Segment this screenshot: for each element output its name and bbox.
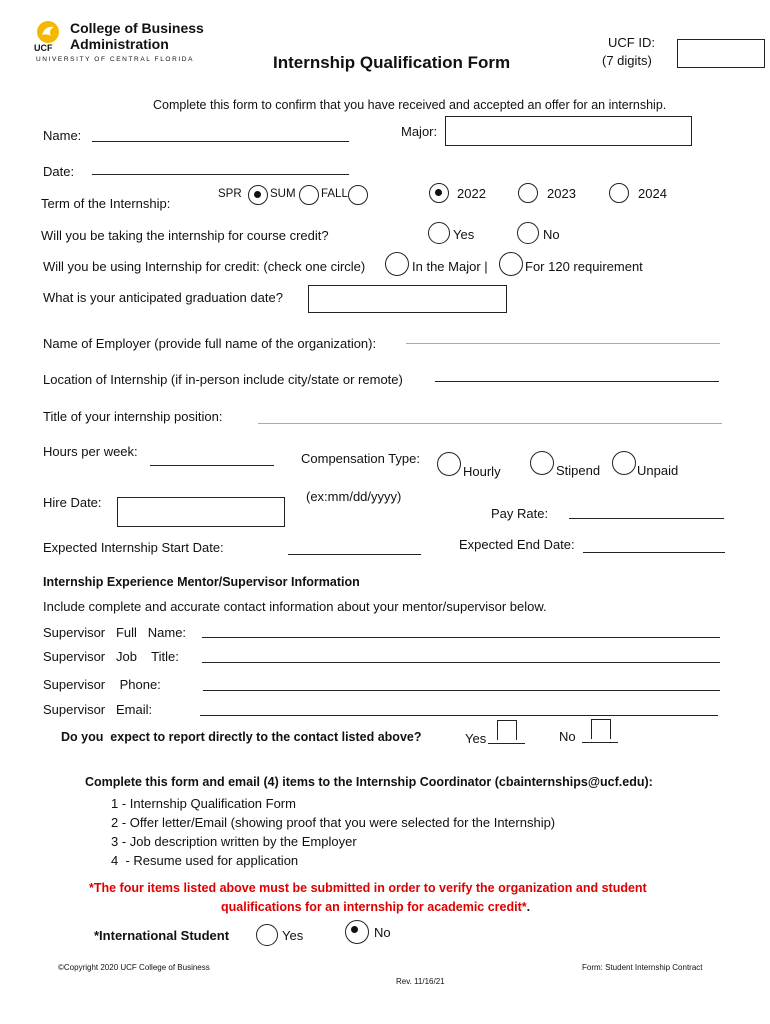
comp-stipend-radio[interactable] bbox=[530, 451, 554, 475]
international-no-radio[interactable] bbox=[345, 920, 369, 944]
footer-revision: Rev. 11/16/21 bbox=[396, 977, 445, 986]
warning-line-2: qualifications for an internship for academic credit* bbox=[221, 900, 527, 914]
hours-label: Hours per week: bbox=[43, 444, 138, 459]
logo-line1: College of Business bbox=[70, 20, 204, 36]
international-no-label: No bbox=[374, 925, 391, 940]
report-question: Do you expect to report directly to the contact listed above? bbox=[61, 730, 422, 744]
mentor-instruction: Include complete and accurate contact information about your mentor/supervisor below. bbox=[43, 599, 547, 614]
supervisor-email-label: Supervisor Email: bbox=[43, 702, 153, 717]
term-radio-extra[interactable] bbox=[348, 185, 368, 205]
date-field[interactable] bbox=[92, 174, 349, 175]
report-no-label: No bbox=[559, 729, 576, 744]
year-2023-label: 2023 bbox=[547, 186, 576, 201]
supervisor-phone-label: Supervisor Phone: bbox=[43, 677, 161, 692]
employer-label: Name of Employer (provide full name of the organization): bbox=[43, 336, 377, 351]
hours-field[interactable] bbox=[150, 465, 274, 466]
ucf-id-hint: (7 digits) bbox=[602, 53, 652, 68]
start-date-field[interactable] bbox=[288, 554, 421, 555]
term-option-spr: SPR bbox=[218, 188, 242, 200]
instruction-item-3: 3 - Job description written by the Employer bbox=[111, 834, 357, 849]
logo-ucf-text: UCF bbox=[34, 43, 53, 53]
international-label: *International Student bbox=[94, 928, 230, 943]
hire-date-input[interactable] bbox=[117, 497, 285, 527]
credit-major-label: In the Major | bbox=[412, 259, 488, 274]
mentor-heading: Internship Experience Mentor/Supervisor Information bbox=[43, 575, 360, 589]
logo-line2: Administration bbox=[70, 36, 169, 52]
supervisor-name-field[interactable] bbox=[202, 637, 720, 638]
year-radio-2022[interactable] bbox=[429, 183, 449, 203]
pay-rate-label: Pay Rate: bbox=[491, 506, 549, 521]
international-yes-radio[interactable] bbox=[256, 924, 278, 946]
supervisor-title-label: Supervisor Job Title: bbox=[43, 649, 179, 664]
date-label: Date: bbox=[43, 164, 75, 179]
instructions-heading: Complete this form and email (4) items to the Internship Coordinator (cbainternships@ucf.edu): bbox=[85, 775, 653, 789]
grad-date-input[interactable] bbox=[308, 285, 507, 313]
employer-field[interactable] bbox=[406, 343, 720, 344]
credit-question: Will you be taking the internship for course credit? bbox=[41, 228, 329, 243]
year-radio-2023[interactable] bbox=[518, 183, 538, 203]
credit-use-question: Will you be using Internship for credit: (check one circle) bbox=[43, 259, 366, 274]
ucf-id-input[interactable] bbox=[677, 39, 765, 68]
year-2024-label: 2024 bbox=[638, 186, 667, 201]
location-label: Location of Internship (if in-person include city/state or remote) bbox=[43, 372, 403, 387]
start-date-label: Expected Internship Start Date: bbox=[43, 540, 224, 555]
position-label: Title of your internship position: bbox=[43, 409, 223, 424]
term-radio-fall[interactable] bbox=[299, 185, 319, 205]
supervisor-email-field[interactable] bbox=[200, 715, 718, 716]
report-yes-checkbox[interactable] bbox=[497, 720, 517, 740]
report-no-checkbox[interactable] bbox=[591, 719, 611, 739]
footer-copyright: ©Copyright 2020 UCF College of Business bbox=[58, 963, 210, 972]
pegasus-icon bbox=[36, 20, 60, 44]
position-field[interactable] bbox=[258, 423, 722, 424]
pay-rate-field[interactable] bbox=[569, 518, 724, 519]
instruction-item-2: 2 - Offer letter/Email (showing proof that you were selected for the Internship) bbox=[111, 815, 556, 830]
location-field[interactable] bbox=[435, 381, 719, 382]
date-format-hint: (ex:mm/dd/yyyy) bbox=[306, 489, 402, 504]
supervisor-phone-field[interactable] bbox=[203, 690, 720, 691]
logo-university: UNIVERSITY OF CENTRAL FLORIDA bbox=[36, 56, 195, 63]
report-no-underline bbox=[582, 742, 618, 743]
credit-yes-label: Yes bbox=[453, 227, 475, 242]
end-date-field[interactable] bbox=[583, 552, 725, 553]
end-date-label: Expected End Date: bbox=[459, 537, 575, 552]
hire-date-label: Hire Date: bbox=[43, 495, 102, 510]
report-yes-underline bbox=[488, 743, 525, 744]
comp-hourly-radio[interactable] bbox=[437, 452, 461, 476]
supervisor-name-label: Supervisor Full Name: bbox=[43, 625, 187, 640]
compensation-label: Compensation Type: bbox=[301, 451, 420, 466]
credit-major-radio[interactable] bbox=[385, 252, 409, 276]
comp-hourly-label: Hourly bbox=[463, 464, 501, 479]
ucf-id-label: UCF ID: bbox=[608, 35, 655, 50]
name-field[interactable] bbox=[92, 141, 349, 142]
intro-text: Complete this form to confirm that you have received and accepted an offer for an internship. bbox=[153, 98, 667, 112]
footer-form-name: Form: Student Internship Contract bbox=[582, 963, 703, 972]
comp-unpaid-radio[interactable] bbox=[612, 451, 636, 475]
warning-line-2-wrap bbox=[221, 900, 530, 914]
term-label: Term of the Internship: bbox=[41, 196, 171, 211]
instruction-item-4: 4 - Resume used for application bbox=[111, 853, 299, 868]
form-title: Internship Qualification Form bbox=[273, 53, 511, 72]
ucf-logo bbox=[30, 18, 220, 66]
credit-no-radio[interactable] bbox=[517, 222, 539, 244]
comp-unpaid-label: Unpaid bbox=[637, 463, 679, 478]
term-option-fall: FALL bbox=[321, 188, 348, 200]
international-yes-label: Yes bbox=[282, 928, 304, 943]
credit-120-label: For 120 requirement bbox=[525, 259, 643, 274]
credit-120-radio[interactable] bbox=[499, 252, 523, 276]
instruction-item-1: 1 - Internship Qualification Form bbox=[111, 796, 296, 811]
supervisor-title-field[interactable] bbox=[202, 662, 720, 663]
comp-stipend-label: Stipend bbox=[556, 463, 601, 478]
term-radio-sum[interactable] bbox=[248, 185, 268, 205]
credit-no-label: No bbox=[543, 227, 560, 242]
credit-yes-radio[interactable] bbox=[428, 222, 450, 244]
name-label: Name: bbox=[43, 128, 82, 143]
report-yes-label: Yes bbox=[465, 731, 487, 746]
grad-date-question: What is your anticipated graduation date? bbox=[43, 290, 283, 305]
major-label: Major: bbox=[401, 124, 438, 139]
year-radio-2024[interactable] bbox=[609, 183, 629, 203]
warning-line-1: *The four items listed above must be submitted in order to verify the organization and student bbox=[89, 881, 647, 895]
term-option-sum: SUM bbox=[270, 188, 296, 200]
year-2022-label: 2022 bbox=[457, 186, 486, 201]
major-input[interactable] bbox=[445, 116, 692, 146]
warning-period: . bbox=[526, 900, 531, 914]
